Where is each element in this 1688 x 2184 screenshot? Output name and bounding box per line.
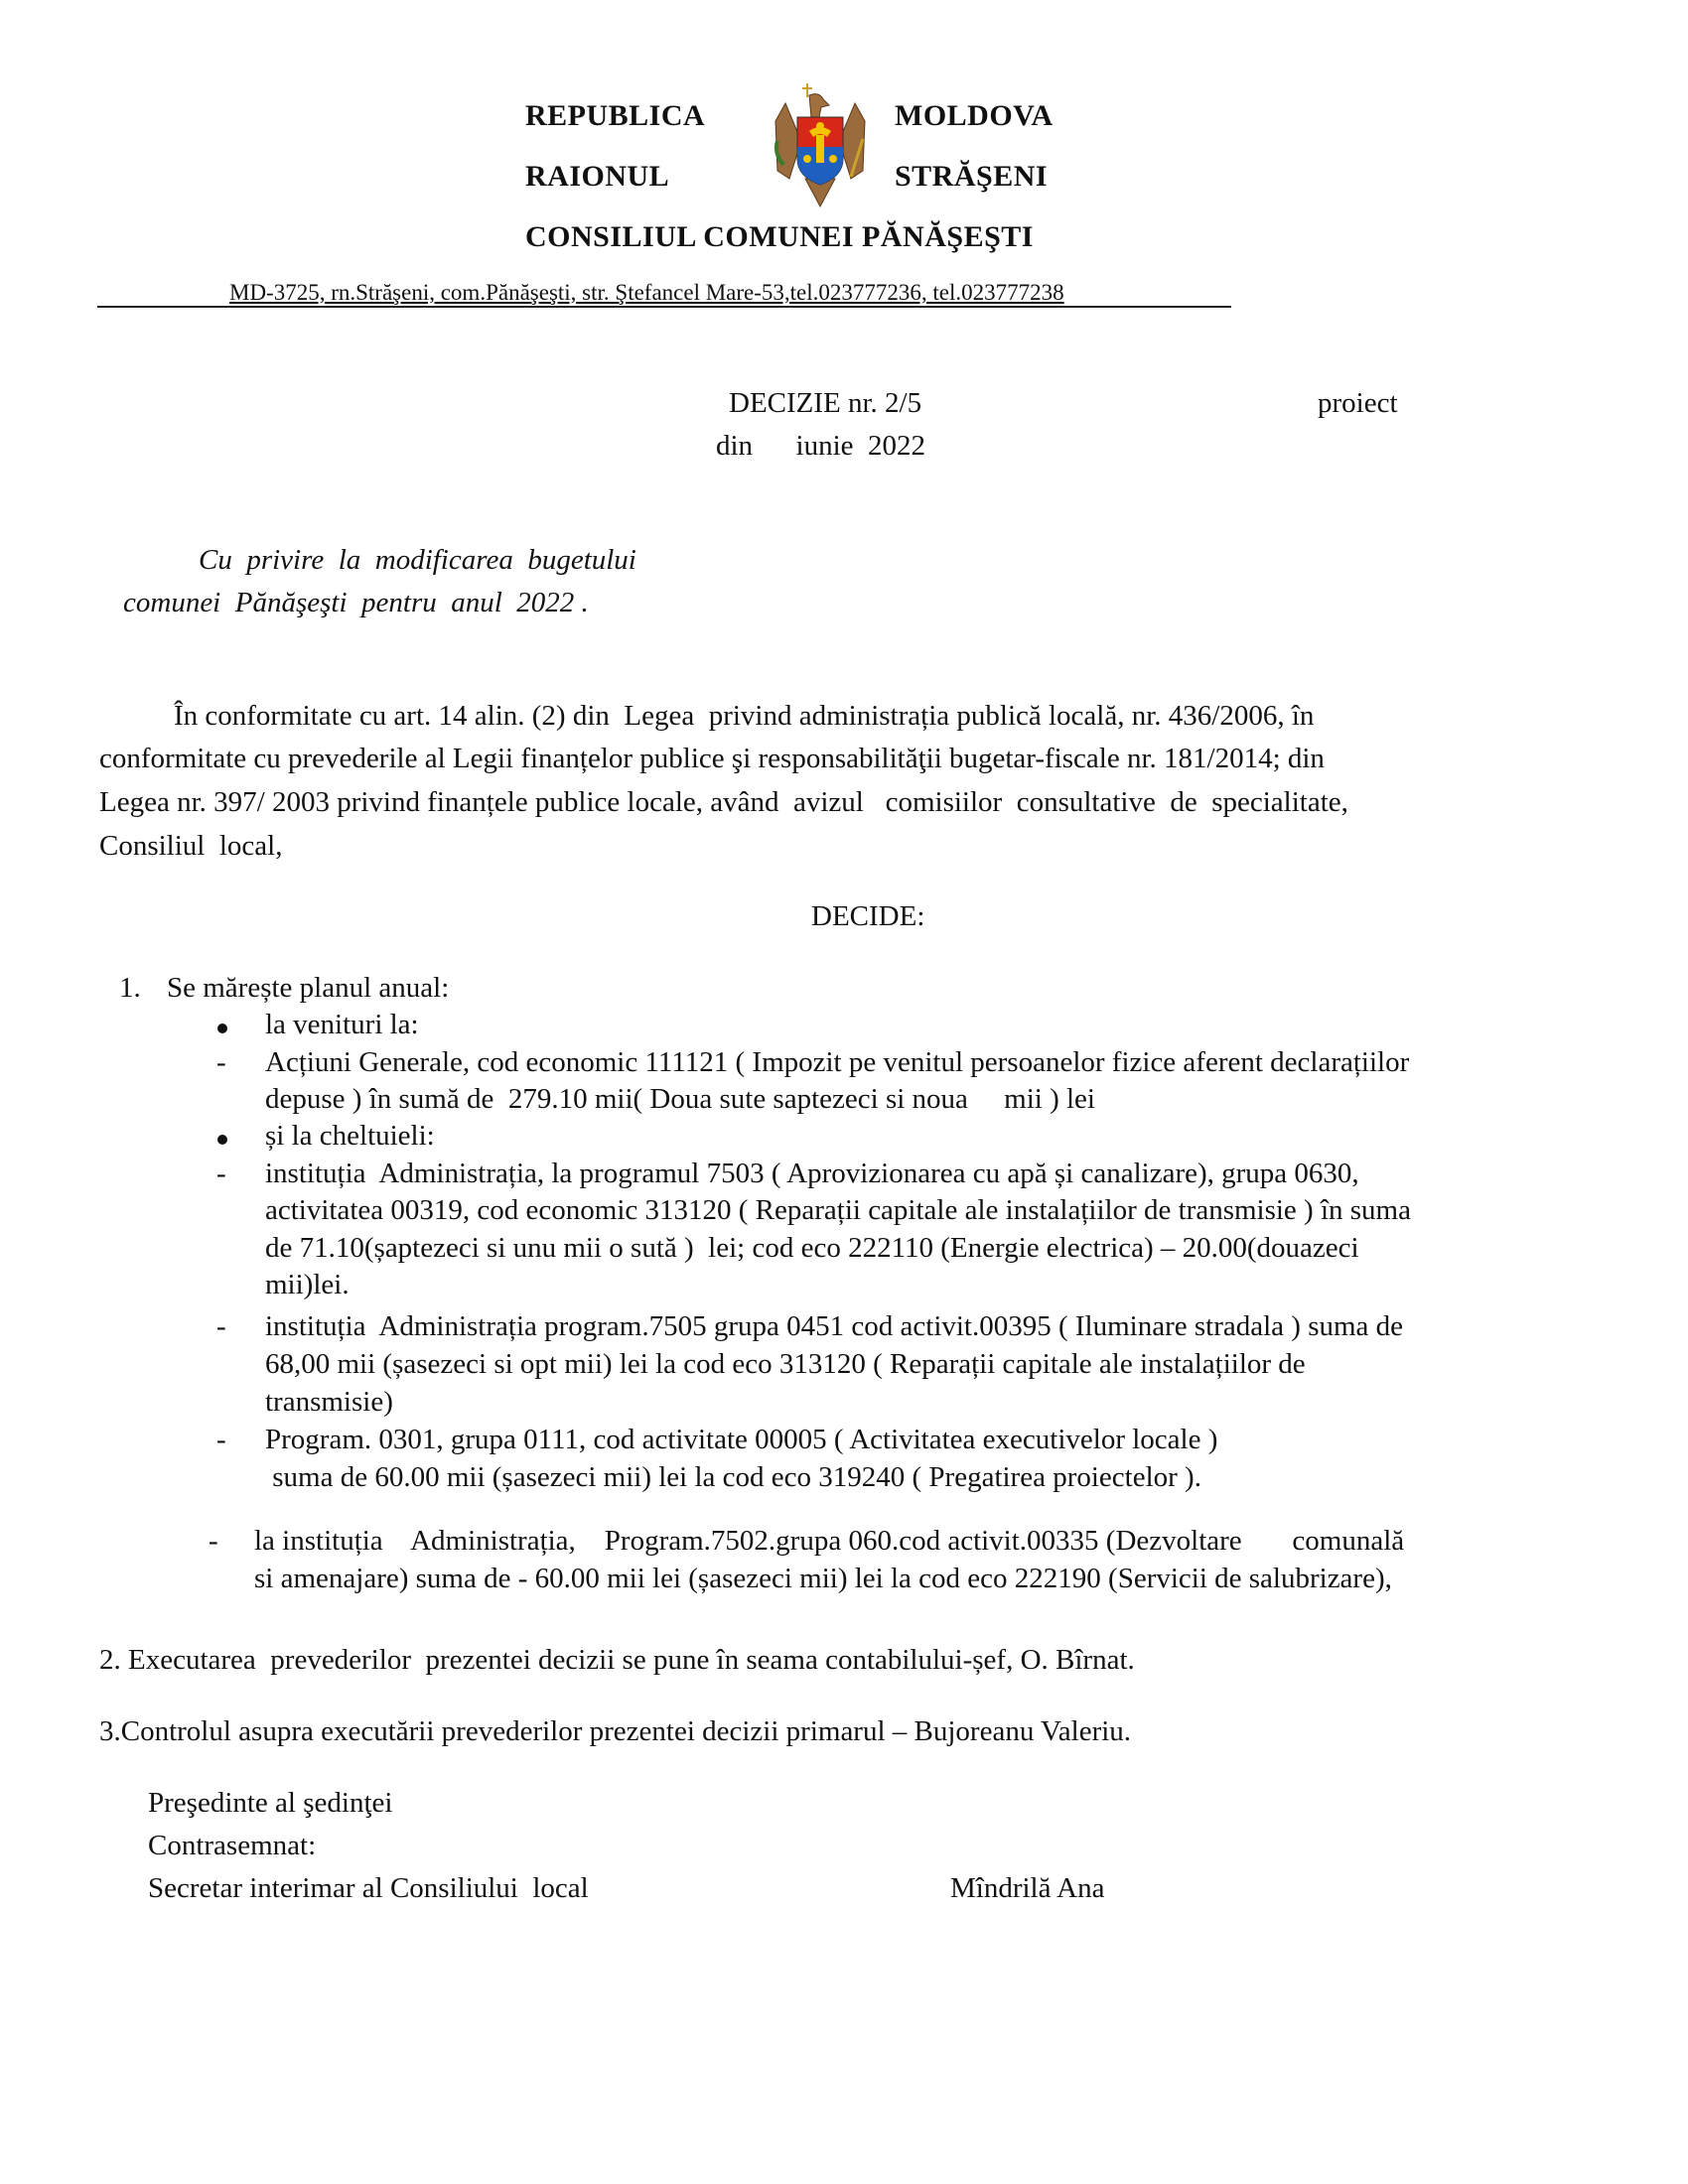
decision-title: DECIZIE nr. 2/5 <box>729 387 922 419</box>
project-status: proiect <box>1318 387 1398 419</box>
expense-label: și la cheltuieli: <box>265 1120 435 1152</box>
expense-3-line-2: suma de 60.00 mii (șasezeci mii) lei la cod eco 319240 ( Pregatirea proiectelor ). <box>265 1461 1201 1493</box>
dash-icon: - <box>216 1310 226 1342</box>
preamble-line-4: Consiliul local, <box>99 830 283 862</box>
subject-line-1: Cu privire la modificarea bugetului <box>199 544 636 576</box>
dash-icon: - <box>216 1424 226 1455</box>
preamble-line-1: În conformitate cu art. 14 alin. (2) din Legea privind administrația publică locală, nr. 436/2006, în <box>174 700 1315 732</box>
expense-1-line-1: instituția Administrația, la programul 7503 ( Aprovizionarea cu apă și canalizare), grupa 0630, <box>265 1158 1359 1189</box>
expense-4-line-2: si amenajare) suma de - 60.00 mii lei (șasezeci mii) lei la cod eco 222190 (Servicii de salubrizare), <box>254 1563 1392 1594</box>
dash-icon: - <box>209 1525 218 1557</box>
expense-3-line-1: Program. 0301, grupa 0111, cod activitate 00005 ( Activitatea executivelor locale ) <box>265 1424 1218 1455</box>
decision-date: din iunie 2022 <box>716 430 926 462</box>
header-moldova: MOLDOVA <box>895 99 1054 132</box>
president-label: Preşedinte al şedinţei <box>148 1787 393 1819</box>
income-label: la venituri la: <box>265 1009 419 1040</box>
bullet-icon <box>217 1135 227 1145</box>
address-line: MD-3725, rn.Străşeni, com.Pănăşeşti, str. Ştefancel Mare-53,tel.023777236, tel.023777238 <box>97 280 1231 308</box>
header-straseni: STRĂŞENI <box>895 160 1049 193</box>
header-raionul: RAIONUL <box>525 160 670 193</box>
countersigned-label: Contrasemnat: <box>148 1830 317 1861</box>
expense-2-line-2: 68,00 mii (șasezeci si opt mii) lei la cod eco 313120 ( Reparații capitale ale instalațiilor de <box>265 1348 1306 1380</box>
expense-4-line-1: la instituția Administrația, Program.7502.grupa 060.cod activit.00335 (Dezvoltare comunală <box>254 1525 1405 1557</box>
item-1-number: 1. <box>119 972 141 1004</box>
expense-2-line-3: transmisie) <box>265 1386 393 1418</box>
moldova-coat-of-arms-icon <box>772 81 869 208</box>
item-3: 3.Controlul asupra executării prevederilor prezentei decizii primarul – Bujoreanu Valeriu. <box>99 1715 1132 1747</box>
bullet-icon <box>217 1024 227 1033</box>
income-line-2: depuse ) în sumă de 279.10 mii( Doua sute saptezeci si noua mii ) lei <box>265 1083 1095 1115</box>
secretary-title: Secretar interimar al Consiliului local <box>148 1872 589 1904</box>
income-line-1: Acțiuni Generale, cod economic 111121 ( Impozit pe venitul persoanelor fizice aferent declarațiilor <box>265 1046 1410 1078</box>
preamble-line-3: Legea nr. 397/ 2003 privind finanțele publice locale, având avizul comisiilor consultative de specialitate, <box>99 786 1348 818</box>
expense-2-line-1: instituția Administrația program.7505 grupa 0451 cod activit.00395 ( Iluminare stradala ) suma de <box>265 1310 1404 1342</box>
header-republica: REPUBLICA <box>525 99 706 132</box>
decide-heading: DECIDE: <box>811 900 925 932</box>
dash-icon: - <box>216 1158 226 1189</box>
subject-line-2: comunei Pănăşeşti pentru anul 2022 . <box>123 587 589 618</box>
expense-1-line-4: mii)lei. <box>265 1269 350 1300</box>
item-2: 2. Executarea prevederilor prezentei decizii se pune în seama contabilului-șef, O. Bîrnat. <box>99 1644 1135 1676</box>
expense-1-line-3: de 71.10(șaptezeci si unu mii o sută ) lei; cod eco 222110 (Energie electrica) – 20.00(douazeci <box>265 1232 1359 1264</box>
expense-1-line-2: activitatea 00319, cod economic 313120 ( Reparații capitale ale instalațiilor de transmisie ) în suma <box>265 1194 1411 1226</box>
header-council: CONSILIUL COMUNEI PĂNĂŞEŞTI <box>525 220 1034 253</box>
item-1-label: Se mărește planul anual: <box>167 972 450 1004</box>
secretary-name: Mîndrilă Ana <box>950 1872 1105 1904</box>
preamble-line-2: conformitate cu prevederile al Legii finanțelor publice şi responsabilităţii bugetar-fiscale nr. 181/2014; din <box>99 743 1325 774</box>
dash-icon: - <box>216 1046 226 1078</box>
